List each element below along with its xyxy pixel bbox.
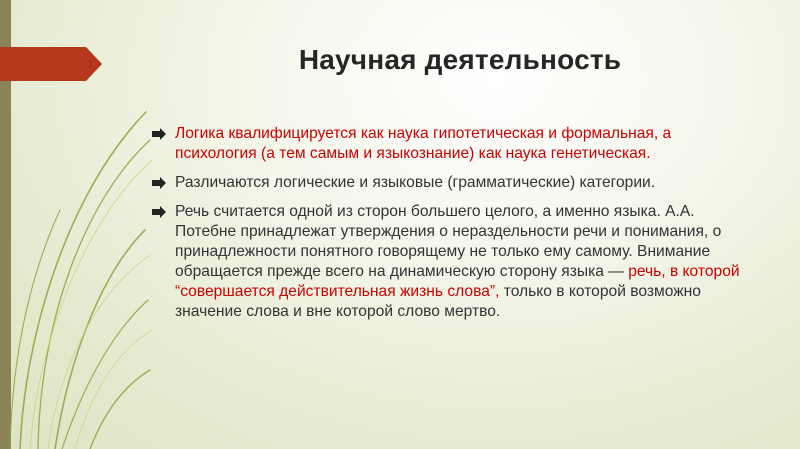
- bullet-item-2: [152, 173, 742, 193]
- bullet-list: [152, 124, 742, 331]
- arrow-tab-icon: [0, 47, 102, 81]
- arrow-bullet-icon: [152, 206, 167, 218]
- bullet-item-1: [152, 124, 742, 164]
- slide-title: Научная деятельность: [298, 44, 622, 75]
- bullet-text: Логика квалифицируется как наука гипотетическая и формальная, а психология (а тем самым и языкознание) как наука генетическая.: [175, 125, 672, 162]
- bullet-text-after: только в которой возможно значение слова и вне которой слово мертво.: [175, 283, 701, 320]
- bullet-text-before: Речь считается одной из сторон большего целого, а именно языка. А.А. Потебне принадлежат утверждения о нераздельности речи и понимания, о принадлежности понятного говорящему не только ему самому. Внимание обращается прежде всего на динамическую сторону языка —: [175, 203, 722, 280]
- arrow-bullet-icon: [152, 177, 167, 189]
- bullet-text: Различаются логические и языковые (грамматические) категории.: [175, 174, 656, 191]
- bullet-highlight: речь, в которой “совершается действительная жизнь слова”,: [175, 263, 740, 300]
- bullet-item-3: [152, 202, 742, 322]
- arrow-bullet-icon: [152, 128, 167, 140]
